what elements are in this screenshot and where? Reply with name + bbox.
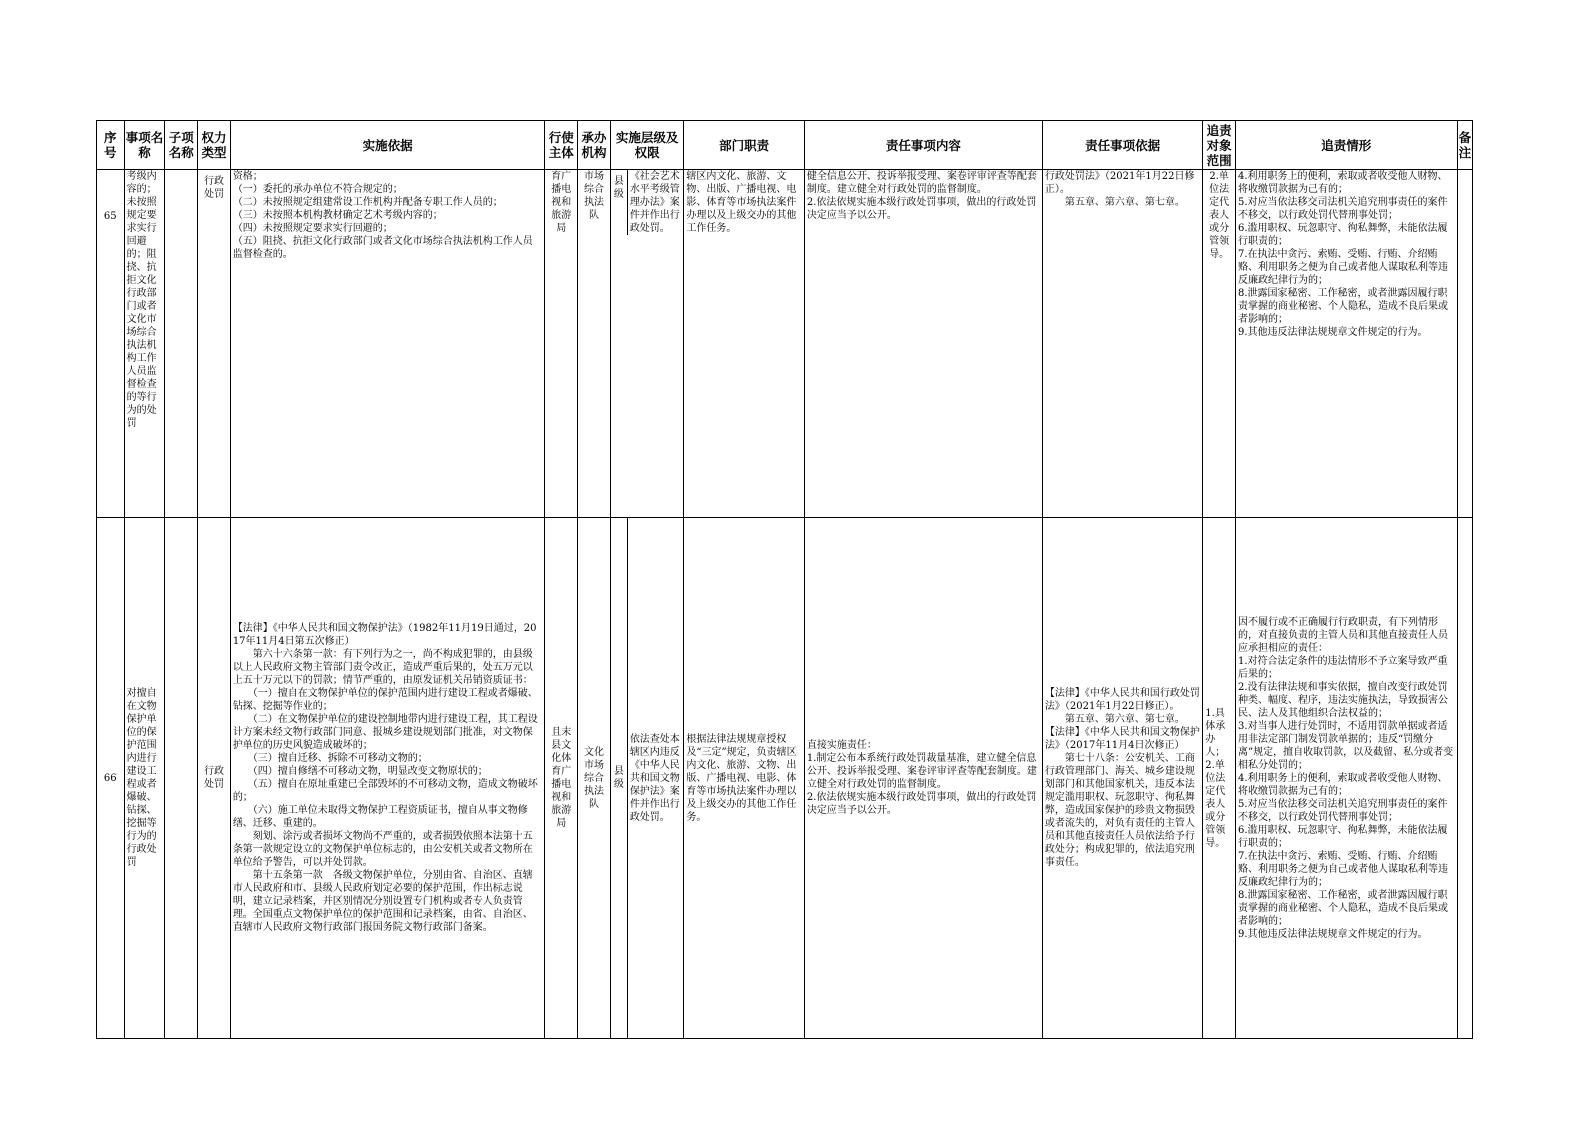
responsibility-basis — [1042, 170, 1202, 518]
basis-text: 【法律】《中华人民共和国文物保护法》（1982年11月19日通过，2017年11月4日第五次修正） 第六十六条第一款：有下列行为之一，尚不构成犯罪的，由县级以上人民政府文物主管部门责令改正，造成严重后果的，处五万元以上五十万元以下的罚款；情节严重的，由原发证机关吊销资质证书： （一）擅自在文物保护单位的保护范围内进行建设工程或者爆破、钻探、挖掘等作业的； （二）在文物保护单位的建设控制地带内进行建设工程，其工程设计方案未经文物行政部门同意、报城乡建设规划部门批准，对文物保护单位的历史风貌造成破坏的； （三）擅自迁移、拆除不可移动文物的； （四）擅自修缮不可移动文物，明显改变文物原状的； （五）擅自在原址重建已全部毁坏的不可移动文物，造成文物破坏的； （六）施工单位未取得文物保护工程资质证书，擅自从事文物修缮、迁移、重建的。 刻划、涂污或者损坏文物尚不严重的，或者损毁依照本法第十五条第一款规定设立的文物保护单位标志的，由公安机关或者文物所在单位给予警告，可以并处罚款。 第十五条第一款 各级文物保护单位，分别由省、自治区、直辖市人民政府和市、县级人民政府划定必要的保护范围，作出标志说明，建立记录档案，并区别情况分别设置专门机构或者专人负责管理。全国重点文物保护单位的保护范围和记录档案，由省、自治区、直辖市人民政府文物行政部门报国务院文物行政部门备案。 — [232, 623, 538, 933]
header-cell: 承办机构 — [578, 121, 611, 170]
power-type — [198, 170, 231, 518]
basis-text: 资格； （一）委托的承办单位不符合规定的； （二）未按照规定组建常设工作机构并配备专职工作人员的； （三）未按照本机构教材确定艺术考级内容的； （四）未按照规定要求实行回避的； （五）阻挠、抗拒文化行政部门或者文化市场综合执法机构工作人员监督检查的。 — [232, 171, 533, 260]
responsibility-basis-text: 【法律】《中华人民共和国行政处罚法》（2021年1月22日修正）。 第五章、第六章、第七章。 【法律】《中华人民共和国文物保护法》（2017年11月4日次修正） 第七十八条：公安机关、工商行政管理部门、海关、城乡建设规划部门和其他国家机关，违反本法规定滥用职权、玩忽职守、徇私舞弊，造成国家保护的珍贵文物损毁或者流失的，对负有责任的主管人员和其他直接责任人员依法给予行政处分；构成犯罪的，依法追究刑事责任。 — [1044, 688, 1200, 868]
accountability-scope-text: 1.具体承办人； 2.单位法定代表人或分管领导。 — [1205, 707, 1226, 849]
accountability-scope — [1203, 170, 1236, 518]
header-cell: 备注 — [1457, 121, 1472, 170]
header-cell: 追责对象范围 — [1203, 121, 1236, 170]
header-cell: 追责情形 — [1235, 121, 1457, 170]
header-cell: 事项名称 — [124, 121, 165, 170]
level-authority — [610, 170, 684, 518]
row-number: 66 — [97, 518, 125, 1039]
accountability-scope-text: 2.单位法定代表人或分管领导。 — [1209, 171, 1230, 260]
organization-text: 市场综合执法队 — [583, 171, 604, 221]
subject-text: 育广播电视和旅游局 — [551, 171, 572, 234]
accountability-situation — [1235, 518, 1457, 1039]
table-row — [97, 170, 1473, 518]
accountability-situation-text: 因不履行或不正确履行行政职责，有下列情形的，对直接负责的主管人员和其他直接责任人员应承担相应的责任： 1.对符合法定条件的违法情形不予立案导致严重后果的； 2.没有法律法规和事实依据，擅自改变行政处罚种类、幅度、程序，违法实施执法，导致损害公民、法人及其他组织合法权益的； 3.对当事人进行处罚时，不适用罚款单据或者适用非法定部门制发罚款单据的；违反“罚缴分离”规定，擅自收取罚款，以及截留、私分或者变相私分处罚的； 4.利用职务上的便利，索取或者收受他人财物、将收缴罚款据为己有的； 5.对应当依法移交司法机关追究刑事责任的案件不移交，以行政处罚代替刑事处罚； 6.滥用职权、玩忽职守、徇私舞弊，未能依法履行职责的； 7.在执法中贪污、索贿、受贿、行贿、介绍贿赂、利用职务之便为自己或者他人谋取私利等违反廉政纪律行为的； 8.泄露国家秘密、工作秘密，或者泄露因履行职责掌握的商业秘密、个人隐私，造成不良后果或者影响的； 9.其他违反法律法规规章文件规定的行为。 — [1237, 616, 1454, 940]
note — [1457, 170, 1472, 518]
responsibility-table — [96, 120, 1473, 1039]
level-authority — [610, 518, 684, 1039]
organization: 文化市场综合执法队 — [578, 518, 611, 1039]
row-number — [97, 170, 125, 518]
accountability-scope — [1203, 518, 1236, 1039]
header-cell: 行使主体 — [545, 121, 578, 170]
department-duty-text: 辖区内文化、旅游、文物、出版、广播电视、电影、体育等市场执法案件办理以及上级交办的其他工作任务。 — [686, 171, 797, 234]
header-cell: 责任事项内容 — [804, 121, 1042, 170]
level-text: 县级 — [611, 518, 628, 1038]
authority-text: 依法查处本辖区内违反《中华人民共和国文物保护法》案件并作出行政处罚。 — [629, 733, 680, 823]
responsibility-content — [804, 170, 1042, 518]
header-cell: 权力类型 — [198, 121, 231, 170]
note — [1457, 518, 1472, 1039]
organization — [578, 170, 611, 518]
header-cell: 部门职责 — [684, 121, 805, 170]
header-cell: 实施依据 — [230, 121, 545, 170]
power-type-text: 行政处罚 — [203, 176, 224, 200]
department-duty — [684, 518, 805, 1039]
responsibility-basis — [1042, 518, 1202, 1039]
power-type: 行政处罚 — [198, 518, 231, 1039]
header-cell: 责任事项依据 — [1042, 121, 1202, 170]
header-cell: 序号 — [97, 121, 125, 170]
table-row — [97, 518, 1473, 1039]
accountability-situation-text: 4.利用职务上的便利，索取或者收受他人财物、将收缴罚款据为己有的； 5.对应当依法移交司法机关追究刑事责任的案件不移交，以行政处罚代替刑事处罚； 6.滥用职权、玩忽职守、徇私舞弊，未能依法履行职责的； 7.在执法中贪污、索贿、受贿、行贿、介绍贿赂、利用职务之便为自己或者他人谋取私利等违反廉政纪律行为的； 8.泄露国家秘密、工作秘密，或者泄露因履行职责掌握的商业秘密、个人隐私，造成不良后果或者影响的； 9.其他违反法律法规规章文件规定的行为。 — [1237, 171, 1448, 338]
subject: 且末县文化体育广播电视和旅游局 — [545, 518, 578, 1039]
sub-item — [165, 518, 198, 1039]
sub-item — [165, 170, 198, 518]
department-duty — [684, 170, 805, 518]
responsibility-basis-text: 行政处罚法》（2021年1月22日修正）。 第五章、第六章、第七章。 — [1044, 171, 1195, 208]
header-cell: 子项名称 — [165, 121, 198, 170]
header-row — [97, 121, 1473, 170]
accountability-situation — [1235, 170, 1457, 518]
item-name — [124, 170, 165, 518]
authority-text: 《社会艺术水平考级管理办法》案件并作出行政处罚。 — [629, 171, 680, 234]
row-number-text: 65 — [103, 211, 117, 222]
level-text: 县级 — [611, 170, 628, 235]
department-duty-text: 根据法律法规规章授权及“三定”规定，负责辖区内文化、旅游、文物、出版、广播电视、电影、体育等市场执法案件办理以及上级交办的其他工作任务。 — [686, 733, 797, 823]
item-name-text: 考级内容的；未按照规定要求实行回避的；阻挠、抗拒文化行政部门或者文化市场综合执法机构工作人员监督检查的等行为的处罚 — [126, 171, 157, 429]
header-cell: 实施层级及权限 — [610, 121, 684, 170]
item-name-text: 对擅自在文物保护单位的保护范围内进行建设工程或者爆破、钻探、挖掘等行为的行政处罚 — [126, 688, 157, 868]
item-name — [124, 518, 165, 1039]
basis — [230, 518, 545, 1039]
basis — [230, 170, 545, 518]
responsibility-content — [804, 518, 1042, 1039]
responsibility-content-text: 健全信息公开、投诉举报受理、案卷评审评查等配套制度。建立健全对行政处罚的监督制度。 2.依法依规实施本级行政处罚事项，做出的行政处罚决定应当予以公开。 — [806, 171, 1037, 221]
subject — [545, 170, 578, 518]
responsibility-content-text: 直接实施责任： 1.制定公布本系统行政处罚裁量基准，建立健全信息公开、投诉举报受理、案卷评审评查等配套制度。建立健全对行政处罚的监督制度。 2.依法依规实施本级行政处罚事项，做出的行政处罚决定应当予以公开。 — [806, 740, 1037, 816]
